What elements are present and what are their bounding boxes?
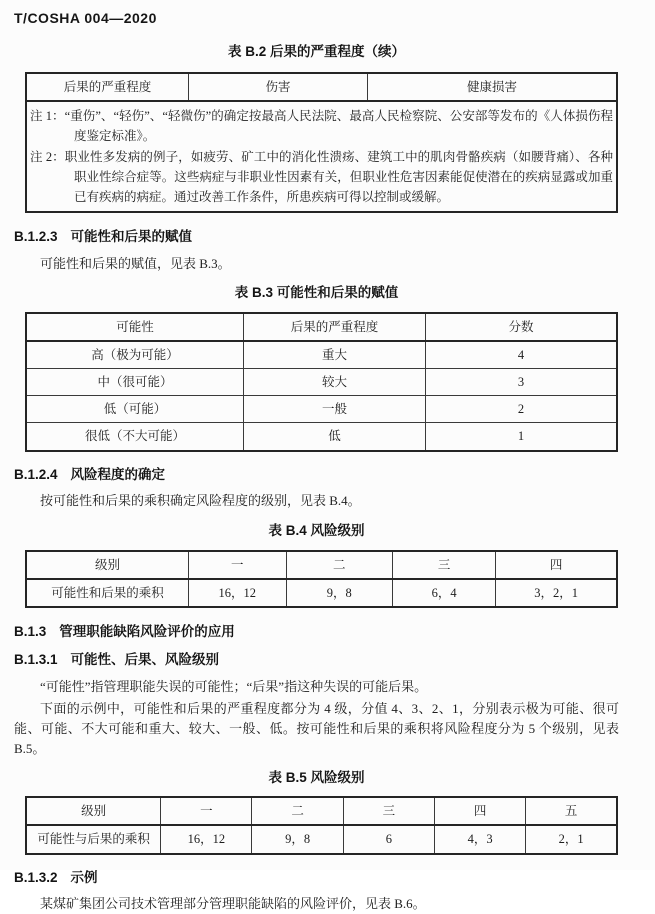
table-cell: 3: [426, 369, 618, 396]
note-2: [30, 147, 613, 207]
section-title: 示例: [70, 869, 98, 885]
column-header: 四: [496, 551, 617, 579]
table-row: [26, 825, 617, 853]
note-1-label: 注 1：: [30, 108, 65, 123]
section-heading-b131: [14, 650, 619, 670]
column-header: 三: [343, 797, 434, 825]
table-row: [26, 579, 617, 607]
column-header: 可能性: [26, 313, 243, 341]
column-header: 级别: [26, 551, 189, 579]
table-b2-notes-row: [26, 101, 617, 212]
column-header: 四: [434, 797, 525, 825]
table-row: [26, 396, 617, 423]
table-cell: 6，4: [392, 579, 495, 607]
paragraph-b124: 按可能性和后果的乘积确定风险程度的级别，见表 B.4。: [40, 493, 361, 509]
table-row: [26, 341, 617, 369]
paragraph-b123: 可能性和后果的赋值，见表 B.3。: [40, 255, 231, 271]
table-b2-title: 表 B.2 后果的严重程度（续）: [227, 44, 405, 60]
note-1-text: “重伤”、“轻伤”、“轻微伤”的确定按最高人民法院、最高人民检察院、公安部等发布的《人体损伤程度鉴定标准》。: [64, 108, 613, 143]
section-heading-b123: [14, 227, 619, 247]
table-cell: 2: [426, 396, 618, 423]
column-header: 一: [161, 797, 252, 825]
section-number: B.1.3.2: [14, 869, 58, 885]
table-cell: 4: [426, 341, 618, 369]
table-b4: [25, 550, 618, 608]
table-b4-title: 表 B.4 风险级别: [268, 522, 365, 538]
table-cell: 3，2，1: [496, 579, 617, 607]
table-cell: 6: [343, 825, 434, 853]
section-number: B.1.3.1: [14, 652, 58, 668]
table-header-row: [26, 797, 617, 825]
table-cell: 重大: [243, 341, 425, 369]
section-heading-b13: [14, 622, 619, 642]
table-row: [26, 369, 617, 396]
table-cell: 16，12: [161, 825, 252, 853]
column-header: 伤害: [189, 73, 368, 101]
table-cell: 9，8: [286, 579, 392, 607]
section-heading-b124: [14, 465, 619, 485]
table-b5: [25, 796, 618, 854]
table-b2: [25, 72, 618, 213]
table-cell: 9，8: [252, 825, 343, 853]
doc-code: T/COSHA 004—2020: [14, 10, 157, 26]
table-cell: 2，1: [526, 825, 617, 853]
table-b2-header-row: [26, 73, 617, 101]
table-cell: 1: [426, 423, 618, 451]
section-heading-b132: [14, 868, 619, 888]
table-row: [26, 423, 617, 451]
table-cell: 低（可能）: [26, 396, 243, 423]
column-header: 后果的严重程度: [243, 313, 425, 341]
note-2-text: 职业性多发病的例子，如疲劳、矿工中的消化性溃疡、建筑工中的肌肉骨骼疾病（如腰背痛）、各种职业性综合症等。这些病症与非职业性因素有关，但职业性危害因素能促使潜在的疾病显露或加重已有疾病的病症。通过改善工作条件，所患疾病可得以控制或缓解。: [64, 149, 613, 204]
paragraph-b131-1: “可能性”指管理职能失误的可能性；“后果”指这种失误的可能后果。: [40, 678, 428, 694]
table-b3: [25, 312, 618, 452]
table-header-row: [26, 313, 617, 341]
paragraph-b131-2: 下面的示例中，可能性和后果的严重程度都分为 4 级，分值 4、3、2、1，分别表示极为可能、很可能、可能、不大可能和重大、较大、一般、低。按可能性和后果的乘积将风险程度分为 5 个级别，见表 B.5。: [14, 700, 619, 756]
section-number: B.1.2.4: [14, 466, 58, 482]
column-header: 后果的严重程度: [26, 73, 189, 101]
table-cell: 16，12: [189, 579, 287, 607]
table-cell: 高（极为可能）: [26, 341, 243, 369]
table-cell: 很低（不大可能）: [26, 423, 243, 451]
table-b3-title: 表 B.3 可能性和后果的赋值: [234, 285, 399, 301]
table-cell: 中（很可能）: [26, 369, 243, 396]
column-header: 五: [526, 797, 617, 825]
section-number: B.1.3: [14, 623, 47, 639]
section-title: 风险程度的确定: [70, 466, 166, 482]
notes-cell: [26, 101, 617, 212]
table-header-row: [26, 551, 617, 579]
column-header: 级别: [26, 797, 161, 825]
column-header: 健康损害: [368, 73, 617, 101]
column-header: 分数: [426, 313, 618, 341]
column-header: 三: [392, 551, 495, 579]
table-cell: 可能性与后果的乘积: [26, 825, 161, 853]
column-header: 二: [252, 797, 343, 825]
section-title: 管理职能缺陷风险评价的应用: [59, 623, 235, 639]
table-cell: 一般: [243, 396, 425, 423]
section-title: 可能性、后果、风险级别: [70, 652, 220, 668]
note-2-label: 注 2：: [30, 149, 65, 164]
section-number: B.1.2.3: [14, 228, 58, 244]
section-title: 可能性和后果的赋值: [70, 228, 193, 244]
table-cell: 4，3: [434, 825, 525, 853]
table-cell: 可能性和后果的乘积: [26, 579, 189, 607]
note-1: [30, 106, 613, 146]
table-b5-title: 表 B.5 风险级别: [268, 769, 365, 785]
table-cell: 低: [243, 423, 425, 451]
column-header: 一: [189, 551, 287, 579]
column-header: 二: [286, 551, 392, 579]
paragraph-b132: 某煤矿集团公司技术管理部分管理职能缺陷的风险评价，见表 B.6。: [40, 896, 426, 912]
table-cell: 较大: [243, 369, 425, 396]
